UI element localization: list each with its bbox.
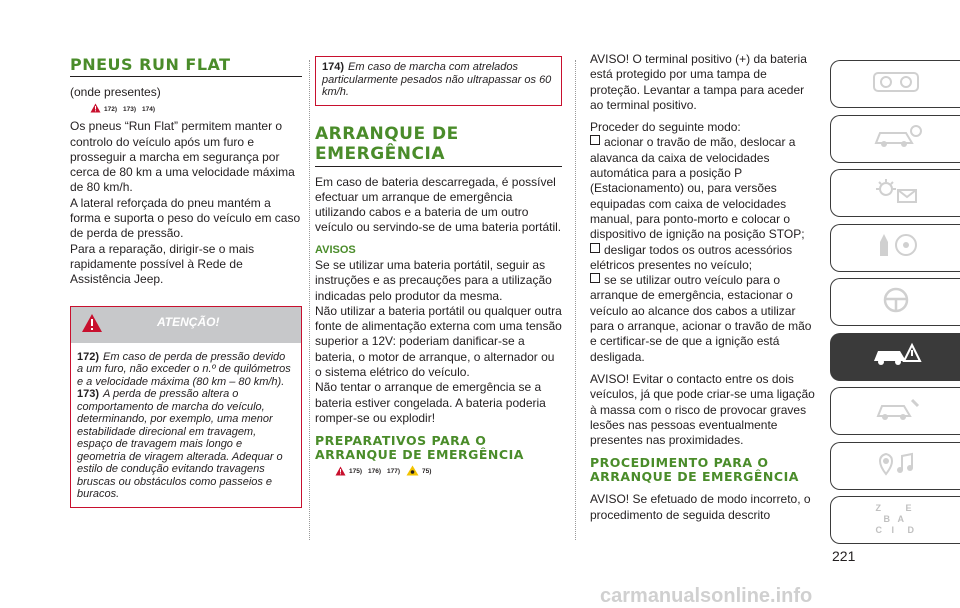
list-item — [590, 135, 820, 242]
service-wrench-icon — [866, 394, 926, 429]
avisos-label: AVISOS — [315, 243, 356, 256]
list-item-text: se se utilizar outro veículo para o arranque de emergência, estacionar o veículo ao alcance dos cabos a utilizar para o arranque, acionar o travão de mão e certificar-se de que a ignição está desligada. — [590, 273, 812, 364]
page-number: 221 — [832, 548, 856, 564]
note-174 — [322, 61, 555, 99]
watermark-footer: carmanualsonline.info — [600, 585, 813, 607]
caution-triangle-icon — [406, 465, 419, 478]
ref-176[interactable]: 176) — [368, 468, 382, 476]
index-letter: E — [905, 503, 912, 513]
paragraph: Não tentar o arranque de emergência se a bateria estiver congelada. A bateria poderia romper-se ou explodir! — [315, 380, 546, 425]
paragraph: A lateral reforçada do pneu mantém a forma e suporta o peso do veículo em caso de perda de pressão. — [70, 195, 301, 241]
note-text: Em caso de perda de pressão devido a um furo, não exceder o n.º de quilómetros e a velocidade máxima (80 km – 80 km/h). — [77, 350, 291, 388]
paragraph: Para a reparação, dirigir-se o mais rapidamente possível à Rede de Assistência Jeep. — [70, 241, 255, 287]
tab-maintenance[interactable] — [830, 387, 960, 435]
ref-173[interactable]: 173) — [123, 105, 137, 113]
note-number: 173) — [77, 388, 100, 401]
warning-triangle-icon — [90, 103, 101, 115]
ref-172[interactable]: 172) — [104, 105, 118, 113]
paragraph: AVISO! Se efetuado de modo incorreto, o procedimento de seguida descrito — [590, 492, 811, 522]
paragraph: AVISO! O terminal positivo (+) da bateria está protegido por uma tampa de proteção. Levantar a tampa para aceder ao terminal positivo. — [590, 52, 807, 112]
list-item — [590, 243, 820, 274]
index-letters-icon — [866, 503, 926, 537]
warning-body — [71, 343, 301, 507]
section-subtitle: (onde presentes) — [70, 85, 161, 99]
note-number: 172) — [77, 350, 100, 363]
tab-emergency[interactable] — [830, 333, 960, 381]
chapter-sidebar — [830, 60, 960, 551]
refs-row — [335, 465, 562, 478]
section-title-run-flat: PNEUS RUN FLAT — [70, 56, 302, 77]
index-letter: C — [875, 525, 882, 535]
ref-175[interactable]: 175) — [349, 468, 363, 476]
car-info-icon — [866, 121, 926, 156]
column-2 — [315, 52, 562, 482]
warning-triangle-icon — [81, 313, 103, 338]
safety-wheel-icon — [866, 230, 926, 265]
checkbox-icon — [590, 243, 600, 253]
ref-177[interactable]: 177) — [387, 468, 401, 476]
index-letter: B — [883, 514, 890, 524]
list-item-text: acionar o travão de mão, deslocar a alavanca da caixa de velocidades automática para a posição P (Estacionamento) ou, para versões equipadas com caixa de velocidades manual, para ponto-morto e colocar o dispositivo de ignição na posição STOP; — [590, 135, 805, 242]
column-divider — [575, 60, 576, 540]
warning-triangle-icon — [335, 466, 346, 478]
section-title-emergency-start: ARRANQUE DE EMERGÊNCIA — [315, 124, 562, 167]
checkbox-icon — [590, 135, 600, 145]
warning-note-172 — [77, 351, 293, 389]
steering-wheel-icon — [866, 285, 926, 320]
column-1 — [70, 52, 302, 508]
note-text: Em caso de marcha com atrelados particularmente pesados não ultrapassar os 60 km/h. — [322, 61, 552, 98]
breakdown-car-icon — [866, 339, 926, 374]
subsection-title-procedure: PROCEDIMENTO PARA O ARRANQUE DE EMERGÊNCIA — [590, 455, 799, 485]
index-letter: D — [907, 525, 914, 535]
warning-box — [70, 306, 302, 508]
tab-driving[interactable] — [830, 278, 960, 326]
index-letter: I — [891, 525, 895, 535]
refs-row — [90, 103, 302, 115]
column-divider — [309, 60, 310, 540]
ref-174[interactable]: 174) — [142, 105, 156, 113]
tab-dashboard[interactable] — [830, 60, 960, 108]
paragraph: Em caso de bateria descarregada, é possível efectuar um arranque de emergência utilizando cabos e a bateria de um outro veículo ou servindo-se de uma bateria portátil. — [315, 174, 562, 235]
tab-lights-messages[interactable] — [830, 169, 960, 217]
light-mail-icon — [866, 176, 926, 211]
warning-header — [71, 307, 301, 343]
subsection-title-preparations: PREPARATIVOS PARA O ARRANQUE DE EMERGÊNCIA — [315, 433, 524, 463]
audio-location-icon — [866, 448, 926, 483]
tab-index[interactable] — [830, 496, 960, 544]
paragraph: Se se utilizar uma bateria portátil, seguir as instruções e as precauções para a utilização indicadas pelo produtor da mesma. — [315, 257, 552, 303]
column-3 — [590, 52, 820, 523]
tab-car-info[interactable] — [830, 115, 960, 163]
paragraph: Proceder do seguinte modo: — [590, 120, 741, 135]
note-text: A perda de pressão altera o comportamento de marcha do veículo, determinando, por exemplo, uma menor estabilidade direcional em travagem, espaço de travagem mais longo e geometria de viragem alterada. Adequar o estilo de condução evitando travagens bruscas ou obstáculos como passeios e buracos. — [77, 388, 283, 501]
ref-75[interactable]: 75) — [422, 468, 432, 476]
warning-note-173 — [77, 388, 293, 501]
index-letter: A — [897, 514, 904, 524]
paragraph: Os pneus “Run Flat” permitem manter o controlo do veículo após um furo e prosseguir a marcha em segurança por cerca de 80 km a uma velocidade máxima de 80 km/h. — [70, 119, 295, 195]
note-number: 174) — [322, 61, 345, 73]
note-box — [315, 56, 562, 106]
tab-safety[interactable] — [830, 224, 960, 272]
paragraph: Não utilizar a bateria portátil ou qualquer outra fonte de alimentação externa com uma tensão superior a 12V: poderiam danificar-se a bateria, o motor de arranque, o alternador ou o sistema elétrico do veículo. — [315, 303, 562, 380]
tab-multimedia[interactable] — [830, 442, 960, 490]
paragraph: AVISO! Evitar o contacto entre os dois veículos, já que pode criar-se uma ligação à massa com o risco de provocar graves lesões nas pessoas eventualmente presentes nas proximidades. — [590, 371, 815, 448]
dashboard-car-icon — [866, 67, 926, 102]
list-item-text: desligar todos os outros acessórios elétricos presentes no veículo; — [590, 242, 793, 272]
warning-title: ATENÇÃO! — [157, 314, 220, 329]
index-letter: Z — [875, 503, 881, 513]
checkbox-icon — [590, 273, 600, 283]
list-item — [590, 273, 820, 365]
